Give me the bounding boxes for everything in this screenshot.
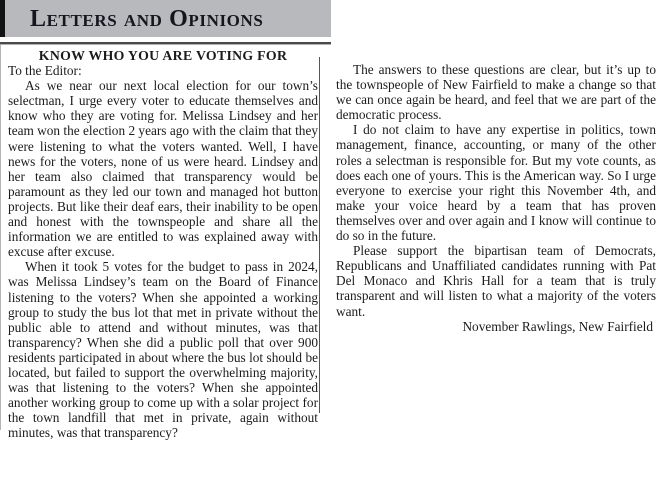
article-column-1 <box>8 47 318 440</box>
section-title: Letters and Opinions <box>30 5 264 32</box>
paragraph: Please support the bipartisan team of Democrats, Republicans and Unaffiliated candidates running with Pat Del Monaco and Khris Hall for a team that is truly transparent and will listen to what a majority of the voters want. <box>336 243 656 319</box>
header-rule <box>0 42 331 45</box>
article-body <box>0 47 660 440</box>
paragraph: As we near our next local election for our town’s selectman, I urge every voter to educate themselves and know who they are voting for. Melissa Lindsey and her team won the election 2 years ago with the claim that they were listening to what the voters wanted. Well, I have news for the voters, none of us were heard. Lindsey and her team also claimed that transparency would be paramount as they led our town and managed hot button projects. But like their deaf ears, their inability to be open and honest with the townspeople and share all the information we are entitled to was explained away with excuse after excuse. <box>8 78 318 260</box>
paragraph: I do not claim to have any expertise in politics, town management, finance, accounting, or many of the other roles a selectman is responsible for. But my vote counts, as does each one of yours. This is the American way. So I urge everyone to exercise your right this November 4th, and make your voice heard by a team that has proven themselves over and over again and I know will continue to do so in the future. <box>336 122 656 244</box>
paragraph: When it took 5 votes for the budget to pass in 2024, was Melissa Lindsey’s team on the Board of Finance listening to the voters? When she appointed a working group to study the bus lot that met in private without the public able to attend and without minutes, was that transparency? When she did a public poll that over 900 residents participated in about where the bus lot should be located, but failed to support the overwhelming majority, was that listening to the voters? When she appointed another working group to come up with a solar project for the town landfill that met in private, again without minutes, was that transparency? <box>8 259 318 441</box>
header-rule-light-line <box>0 44 331 45</box>
salutation: To the Editor: <box>8 63 82 79</box>
header-accent-bar <box>0 0 5 37</box>
column-divider <box>319 57 320 413</box>
paragraph: The answers to these questions are clear, but it’s up to the townspeople of New Fairfield to make a change so that we can once again be heard, and feel that we are part of the democratic process. <box>336 62 656 123</box>
signature: November Rawlings, New Fairfield <box>462 318 653 334</box>
section-header <box>0 0 331 37</box>
article-column-2 <box>336 47 656 334</box>
article-headline: KNOW WHO YOU ARE VOTING FOR <box>38 48 288 63</box>
